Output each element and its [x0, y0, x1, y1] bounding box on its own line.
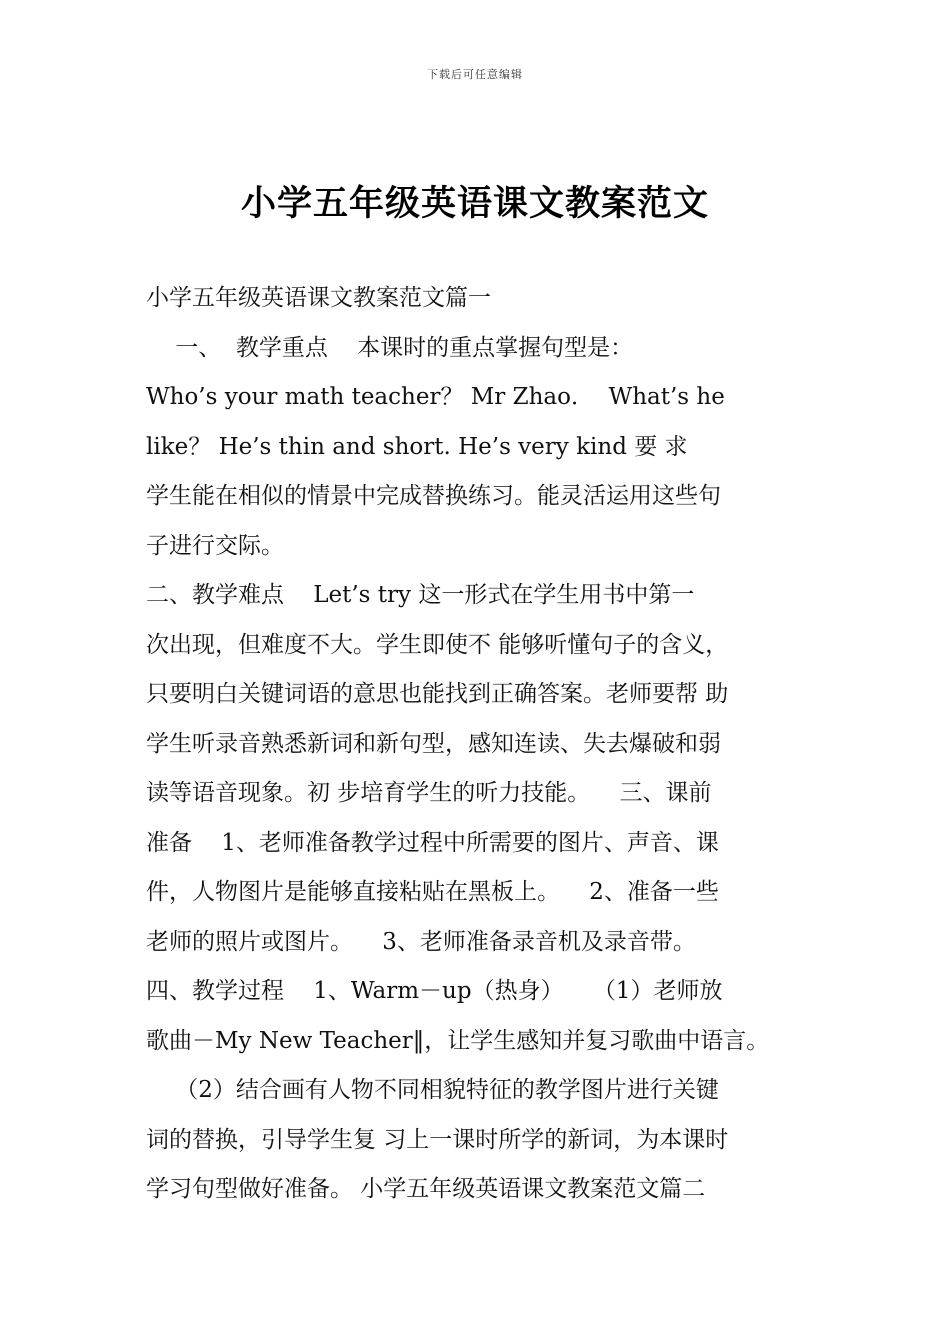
paragraph-line: （2）结合画有人物不同相貌特征的教学图片进行关键	[146, 1077, 719, 1103]
paragraph-line: 学习句型做好准备。 小学五年级英语课文教案范文篇二	[146, 1176, 706, 1202]
document-body	[146, 274, 816, 1215]
paragraph-line: 次出现，但难度不大。学生即使不 能够听懂句子的含义，	[146, 631, 729, 658]
section-heading: 小学五年级英语课文教案范文篇一	[146, 285, 491, 311]
paragraph-line: 读等语音现象。初 步培育学生的听力技能。 三、课前	[146, 780, 712, 806]
paragraph-line: 歌曲－My New Teacher‖，让学生感知并复习歌曲中语言。	[146, 1027, 770, 1054]
paragraph-line: like？ He’s thin and short. He’s very kind 要 求	[146, 433, 688, 460]
paragraph-line: 学生能在相似的情景中完成替换练习。能灵活运用这些句	[146, 483, 721, 509]
paragraph-line: 词的替换，引导学生复 习上一课时所学的新词，为本课时	[146, 1126, 729, 1153]
paragraph-line: 子进行交际。	[146, 532, 284, 559]
paragraph-line: 四、教学过程 1、Warm－up（热身） （1）老师放	[146, 978, 723, 1004]
paragraph-line: 只要明白关键词语的意思也能找到正确答案。老师要帮 助	[146, 681, 729, 707]
paragraph-line: 准备 1、老师准备教学过程中所需要的图片、声音、课	[146, 829, 719, 856]
paragraph-line: 二、教学难点 Let’s try 这一形式在学生用书中第一	[146, 582, 695, 608]
paragraph-line: 学生听录音熟悉新词和新句型，感知连读、失去爆破和弱	[146, 730, 721, 757]
document-title: 小学五年级英语课文教案范文	[240, 184, 709, 224]
paragraph-line: 老师的照片或图片。 3、老师准备录音机及录音带。	[146, 928, 696, 955]
paragraph-line: Who’s your math teacher？ Mr Zhao． What’s he	[146, 384, 725, 410]
paragraph-line: 一、 教学重点 本课时的重点掌握句型是：	[146, 334, 634, 361]
paragraph-line: 件，人物图片是能够直接粘贴在黑板上。 2、准备一些	[146, 879, 719, 905]
header-note: 下载后可任意编辑	[427, 68, 523, 81]
